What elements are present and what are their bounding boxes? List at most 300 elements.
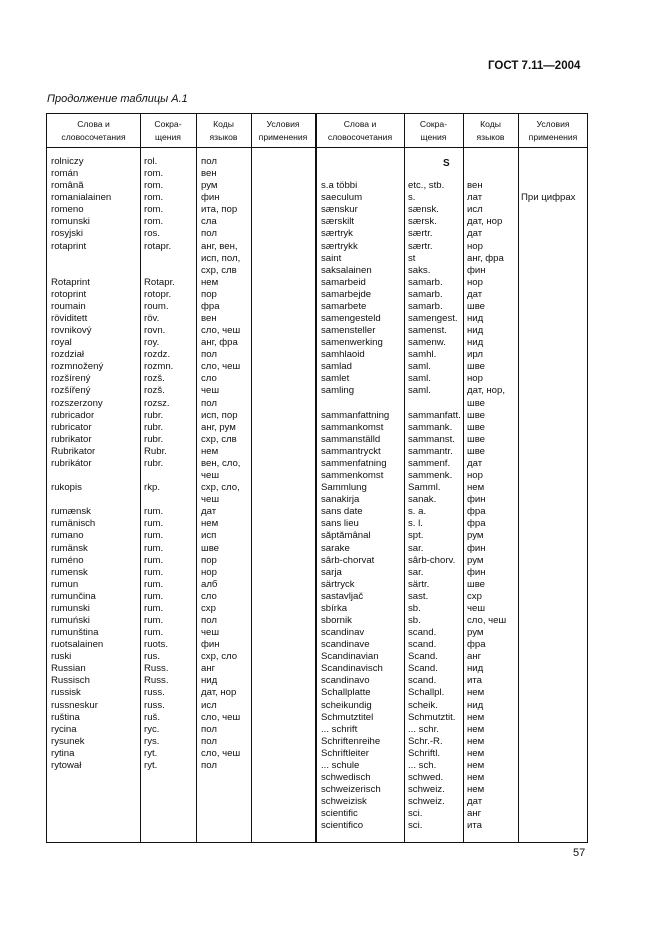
- right-abbr-cell: scand.: [408, 639, 437, 651]
- right-word-cell: Schriftenreihe: [321, 735, 381, 747]
- left-abbr-cell: rum.: [144, 590, 164, 602]
- left-lang-cell: вен: [201, 168, 217, 180]
- left-abbr-cell: rum.: [144, 578, 164, 590]
- right-lang-cell: шве: [467, 397, 486, 409]
- right-lang-cell: нем: [467, 759, 485, 771]
- table-row: [47, 385, 587, 397]
- table-row: [47, 204, 587, 216]
- right-word-cell: Scandinavisch: [321, 663, 383, 675]
- table-row: [47, 687, 587, 699]
- right-lang-cell: нор: [467, 373, 483, 385]
- table-row: [47, 398, 587, 410]
- right-lang-cell: нем: [467, 747, 485, 759]
- left-word-cell: rozšírený: [51, 373, 91, 385]
- right-lang-cell: ирл: [467, 349, 483, 361]
- right-lang-cell: фин: [467, 542, 486, 554]
- right-lang-cell: фра: [467, 639, 486, 651]
- left-word-cell: românã: [51, 180, 84, 192]
- left-lang-cell: сло, чеш: [201, 361, 241, 373]
- table-row: [47, 373, 587, 385]
- left-word-cell: rozmnožený: [51, 361, 104, 373]
- left-lang-cell: пор: [201, 288, 217, 300]
- left-abbr-cell: rol.: [144, 156, 158, 167]
- column-header: Условия применения: [258, 118, 308, 142]
- table-row: [47, 663, 587, 675]
- abbreviations-table: [46, 113, 588, 843]
- right-lang-cell: шве: [467, 578, 486, 590]
- right-lang-cell: ита: [467, 675, 482, 687]
- right-word-cell: schweizisk: [321, 796, 367, 808]
- left-lang-cell: дат, нор: [201, 687, 237, 699]
- table-row: [47, 736, 587, 748]
- left-word-cell: rumänisch: [51, 518, 96, 530]
- right-lang-cell: нид: [467, 313, 484, 325]
- right-word-cell: Schriftleiter: [321, 747, 369, 759]
- column-header: Сокра- щения: [419, 118, 448, 142]
- right-lang-cell: фин: [467, 566, 486, 578]
- right-abbr-cell: scand.: [408, 675, 437, 687]
- table-row: [47, 470, 587, 482]
- right-abbr-cell: saml.: [408, 385, 431, 397]
- right-abbr-cell: samarb.: [408, 288, 443, 300]
- right-word-cell: sammantryckt: [321, 445, 381, 457]
- left-lang-cell: сло, чеш: [201, 747, 241, 759]
- left-abbr-cell: Rotapr.: [144, 276, 175, 288]
- right-abbr-cell: sb.: [408, 614, 421, 626]
- right-abbr-cell: særtr.: [408, 240, 433, 252]
- right-lang-cell: нор: [467, 240, 483, 252]
- left-lang-cell: сло, чеш: [201, 325, 241, 337]
- table-row: [47, 422, 587, 434]
- table-row: [47, 808, 587, 820]
- table-row: [47, 434, 587, 446]
- left-abbr-cell: ryt.: [144, 747, 158, 759]
- right-abbr-cell: samenw.: [408, 337, 446, 349]
- left-abbr-cell: rom.: [144, 168, 164, 180]
- left-abbr-cell: rom.: [144, 216, 164, 228]
- table-row: [47, 337, 587, 349]
- column-header: Коды языков: [476, 118, 505, 142]
- left-lang-cell: схр: [201, 602, 216, 614]
- left-word-cell: roumain: [51, 300, 86, 312]
- left-lang-cell: пол: [201, 723, 217, 735]
- left-word-cell: rosyjski: [51, 228, 83, 240]
- left-lang-cell: нид: [201, 675, 218, 687]
- left-lang-cell: анг, фра: [201, 337, 238, 349]
- table-row: [47, 458, 587, 470]
- right-abbr-cell: sci.: [408, 808, 423, 820]
- left-word-cell: rumunski: [51, 602, 90, 614]
- table-row: [47, 506, 587, 518]
- left-abbr-cell: rozdz.: [144, 349, 171, 361]
- column-header: Условия применения: [528, 118, 578, 142]
- table-row: [47, 494, 587, 506]
- right-abbr-cell: saml.: [408, 373, 431, 385]
- right-abbr-cell: sârb-chorv.: [408, 554, 456, 566]
- left-word-cell: romunski: [51, 216, 90, 228]
- left-abbr-cell: rum.: [144, 506, 164, 518]
- right-lang-cell: ита: [467, 820, 482, 832]
- right-abbr-cell: sammanfatt.: [408, 409, 461, 421]
- left-abbr-cell: rozš.: [144, 373, 165, 385]
- left-lang-cell: пор: [201, 554, 217, 566]
- table-row: [47, 615, 587, 627]
- left-lang-cell: схр, сло,: [201, 482, 240, 494]
- left-abbr-cell: ryt.: [144, 759, 158, 771]
- left-word-cell: rubricador: [51, 409, 95, 421]
- right-abbr-cell: saml.: [408, 361, 431, 373]
- left-abbr-cell: rum.: [144, 530, 164, 542]
- left-abbr-cell: rum.: [144, 518, 164, 530]
- right-abbr-cell: etc., stb.: [408, 180, 445, 192]
- left-abbr-cell: rum.: [144, 602, 164, 614]
- right-lang-cell: исл: [467, 204, 483, 216]
- table-row: [47, 313, 587, 325]
- left-abbr-cell: rom.: [144, 204, 164, 216]
- left-lang-cell: исп: [201, 530, 217, 542]
- left-word-cell: rozdział: [51, 349, 85, 361]
- right-abbr-cell: särtr.: [408, 578, 430, 590]
- left-lang-cell: чеш: [201, 627, 220, 639]
- left-abbr-cell: rotapr.: [144, 240, 172, 252]
- left-word-cell: Russisch: [51, 675, 90, 687]
- table-body: [47, 156, 587, 832]
- table-row: [47, 796, 587, 808]
- left-word-cell: rotoprint: [51, 288, 87, 300]
- right-lang-cell: шве: [467, 421, 486, 433]
- right-lang-cell: дат: [467, 288, 483, 300]
- left-abbr-cell: Russ.: [144, 675, 169, 687]
- right-lang-cell: нид: [467, 663, 484, 675]
- right-lang-cell: схр: [467, 590, 482, 602]
- table-row: [47, 168, 587, 180]
- right-word-cell: sbornik: [321, 614, 352, 626]
- right-abbr-cell: spt.: [408, 530, 424, 542]
- right-word-cell: Sammlung: [321, 482, 367, 494]
- right-word-cell: samarbeid: [321, 276, 366, 288]
- right-word-cell: ... schrift: [321, 723, 358, 735]
- left-word-cell: rozšířený: [51, 385, 91, 397]
- right-word-cell: saksalainen: [321, 264, 372, 276]
- right-lang-cell: нем: [467, 735, 485, 747]
- right-lang-cell: шве: [467, 361, 486, 373]
- right-word-cell: scientific: [321, 808, 358, 820]
- right-lang-cell: анг, фра: [467, 252, 504, 264]
- right-word-cell: ... schule: [321, 759, 360, 771]
- right-lang-cell: фра: [467, 518, 486, 530]
- right-abbr-cell: sammantr.: [408, 445, 453, 457]
- right-word-cell: sammanställd: [321, 433, 381, 445]
- right-word-cell: sænskur: [321, 204, 358, 216]
- table-row: [47, 543, 587, 555]
- right-word-cell: saint: [321, 252, 342, 264]
- table-row: [47, 700, 587, 712]
- right-lang-cell: анг: [467, 651, 482, 663]
- left-abbr-cell: rubr.: [144, 409, 164, 421]
- left-lang-cell: анг, вен,: [201, 240, 238, 252]
- left-word-cell: rycina: [51, 723, 77, 735]
- left-lang-cell: вен: [201, 313, 217, 325]
- right-word-cell: saeculum: [321, 192, 363, 204]
- left-lang-cell: нем: [201, 445, 219, 457]
- table-row: [47, 301, 587, 313]
- right-word-cell: samlad: [321, 361, 352, 373]
- column-header: Сокра- щения: [154, 118, 182, 142]
- left-abbr-cell: rozš.: [144, 385, 165, 397]
- right-abbr-cell: s.: [408, 192, 416, 204]
- right-lang-cell: шве: [467, 433, 486, 445]
- table-row: [47, 482, 587, 494]
- right-abbr-cell: sast.: [408, 590, 429, 602]
- left-lang-cell: пол: [201, 156, 217, 167]
- right-word-cell: scientifico: [321, 820, 364, 832]
- left-word-cell: román: [51, 168, 79, 180]
- left-word-cell: rytina: [51, 747, 75, 759]
- right-lang-cell: сло, чеш: [467, 614, 507, 626]
- right-word-cell: samenwerking: [321, 337, 383, 349]
- section-letter: S: [443, 158, 450, 169]
- right-lang-cell: дат: [467, 796, 483, 808]
- left-word-cell: Rotaprint: [51, 276, 90, 288]
- left-lang-cell: пол: [201, 614, 217, 626]
- left-abbr-cell: ruots.: [144, 639, 168, 651]
- table-row: [47, 639, 587, 651]
- table-row: [47, 241, 587, 253]
- left-word-cell: rubricator: [51, 421, 92, 433]
- column-header: Слова и словосочетания: [327, 118, 393, 142]
- right-word-cell: særtryk: [321, 228, 353, 240]
- right-lang-cell: шве: [467, 300, 486, 312]
- right-abbr-cell: sammenf.: [408, 457, 451, 469]
- left-abbr-cell: Rubr.: [144, 445, 167, 457]
- right-lang-cell: нид: [467, 325, 484, 337]
- table-row: [47, 651, 587, 663]
- table-row: [47, 627, 587, 639]
- table-row: [47, 724, 587, 736]
- left-word-cell: ruotsalainen: [51, 639, 104, 651]
- right-lang-cell: нем: [467, 711, 485, 723]
- right-word-cell: s.a többi: [321, 180, 358, 192]
- right-word-cell: sanakirja: [321, 494, 360, 506]
- right-word-cell: særskilt: [321, 216, 355, 228]
- table-row: [47, 675, 587, 687]
- right-word-cell: sammanfattning: [321, 409, 390, 421]
- table-row: [47, 361, 587, 373]
- header-divider: [47, 147, 587, 148]
- right-word-cell: scandinave: [321, 639, 370, 651]
- left-abbr-cell: russ.: [144, 687, 165, 699]
- right-word-cell: sans lieu: [321, 518, 359, 530]
- table-row: [47, 156, 587, 168]
- left-abbr-cell: rum.: [144, 542, 164, 554]
- right-abbr-cell: sammanst.: [408, 433, 455, 445]
- left-lang-cell: алб: [201, 578, 218, 590]
- right-word-cell: scandinav: [321, 627, 365, 639]
- right-abbr-cell: Schriftl.: [408, 747, 440, 759]
- left-word-cell: rytował: [51, 759, 82, 771]
- left-lang-cell: чеш: [201, 470, 220, 482]
- right-word-cell: sammankomst: [321, 421, 384, 433]
- right-abbr-cell: schweiz.: [408, 784, 445, 796]
- left-abbr-cell: rys.: [144, 735, 160, 747]
- right-lang-cell: шве: [467, 445, 486, 457]
- right-lang-cell: фин: [467, 264, 486, 276]
- left-word-cell: Russian: [51, 663, 86, 675]
- table-row: [47, 591, 587, 603]
- left-abbr-cell: rom.: [144, 180, 164, 192]
- table-row: [47, 530, 587, 542]
- right-abbr-cell: Samml.: [408, 482, 441, 494]
- right-word-cell: scandinavo: [321, 675, 370, 687]
- right-lang-cell: анг: [467, 808, 482, 820]
- table-row: [47, 603, 587, 615]
- left-abbr-cell: rum.: [144, 554, 164, 566]
- left-word-cell: rumunčina: [51, 590, 96, 602]
- left-word-cell: rubrikátor: [51, 457, 92, 469]
- right-lang-cell: нем: [467, 723, 485, 735]
- left-lang-cell: фин: [201, 639, 220, 651]
- left-lang-cell: чеш: [201, 385, 220, 397]
- right-lang-cell: вен: [467, 180, 483, 192]
- left-abbr-cell: ryc.: [144, 723, 160, 735]
- left-word-cell: romanialainen: [51, 192, 112, 204]
- left-lang-cell: схр, сло: [201, 651, 238, 663]
- left-lang-cell: сло: [201, 590, 217, 602]
- left-abbr-cell: rubr.: [144, 457, 164, 469]
- right-abbr-cell: samenst.: [408, 325, 447, 337]
- table-row: [47, 289, 587, 301]
- left-word-cell: rolniczy: [51, 156, 84, 167]
- left-lang-cell: фин: [201, 192, 220, 204]
- table-row: [47, 228, 587, 240]
- table-row: [47, 748, 587, 760]
- right-word-cell: samengesteld: [321, 313, 381, 325]
- left-word-cell: rumano: [51, 530, 84, 542]
- left-word-cell: röviditett: [51, 313, 88, 325]
- right-lang-cell: нем: [467, 771, 485, 783]
- right-word-cell: sârb-chorvat: [321, 554, 375, 566]
- right-abbr-cell: ... sch.: [408, 759, 437, 771]
- right-lang-cell: рум: [467, 530, 484, 542]
- left-abbr-cell: rubr.: [144, 421, 164, 433]
- right-abbr-cell: Schr.-R.: [408, 735, 443, 747]
- table-row: [47, 820, 587, 832]
- left-word-cell: rumuński: [51, 614, 90, 626]
- left-lang-cell: исп, пор: [201, 409, 238, 421]
- table-row: [47, 192, 587, 204]
- left-lang-cell: пол: [201, 349, 217, 361]
- right-word-cell: samhlaoid: [321, 349, 365, 361]
- right-word-cell: sammenfatning: [321, 457, 387, 469]
- left-word-cell: ruština: [51, 711, 80, 723]
- table-row: [47, 784, 587, 796]
- left-word-cell: royal: [51, 337, 72, 349]
- left-lang-cell: пол: [201, 735, 217, 747]
- left-lang-cell: исл: [201, 699, 217, 711]
- right-abbr-cell: s. l.: [408, 518, 423, 530]
- left-lang-cell: пол: [201, 397, 217, 409]
- right-word-cell: samensteller: [321, 325, 376, 337]
- table-row: [47, 567, 587, 579]
- table-row: [47, 277, 587, 289]
- left-lang-cell: схр, слв: [201, 264, 237, 276]
- left-lang-cell: анг, рум: [201, 421, 236, 433]
- table-row: [47, 712, 587, 724]
- left-word-cell: rozszerzony: [51, 397, 103, 409]
- right-abbr-cell: sammank.: [408, 421, 453, 433]
- right-lang-cell: нор: [467, 276, 483, 288]
- left-word-cell: russneskur: [51, 699, 98, 711]
- left-abbr-cell: ros.: [144, 228, 160, 240]
- left-lang-cell: дат: [201, 506, 217, 518]
- right-word-cell: särtryck: [321, 578, 355, 590]
- right-lang-cell: нем: [467, 784, 485, 796]
- right-word-cell: sbírka: [321, 602, 348, 614]
- right-abbr-cell: samarb.: [408, 300, 443, 312]
- right-lang-cell: шве: [467, 409, 486, 421]
- table-row: [47, 349, 587, 361]
- right-word-cell: samlet: [321, 373, 350, 385]
- right-lang-cell: нор: [467, 470, 483, 482]
- right-abbr-cell: st: [408, 252, 416, 264]
- left-word-cell: rotaprint: [51, 240, 87, 252]
- left-lang-cell: рум: [201, 180, 218, 192]
- left-lang-cell: сло, чеш: [201, 711, 241, 723]
- left-abbr-cell: Russ.: [144, 663, 169, 675]
- right-abbr-cell: samarb.: [408, 276, 443, 288]
- right-word-cell: schweizerisch: [321, 784, 381, 796]
- standard-code: ГОСТ 7.11—2004: [488, 60, 581, 72]
- right-word-cell: samling: [321, 385, 355, 397]
- right-word-cell: sastavljač: [321, 590, 364, 602]
- table-row: [47, 772, 587, 784]
- right-word-cell: sarake: [321, 542, 350, 554]
- right-lang-cell: нем: [467, 482, 485, 494]
- left-abbr-cell: rum.: [144, 614, 164, 626]
- right-lang-cell: рум: [467, 627, 484, 639]
- column-header: Коды языков: [209, 118, 238, 142]
- table-row: [47, 579, 587, 591]
- left-abbr-cell: rubr.: [144, 433, 164, 445]
- right-lang-cell: дат: [467, 228, 483, 240]
- right-abbr-cell: schwed.: [408, 771, 444, 783]
- left-word-cell: rumænsk: [51, 506, 91, 518]
- right-lang-cell: рум: [467, 554, 484, 566]
- left-lang-cell: фра: [201, 300, 220, 312]
- right-word-cell: samarbete: [321, 300, 367, 312]
- right-abbr-cell: Scand.: [408, 663, 438, 675]
- right-abbr-cell: særsk.: [408, 216, 437, 228]
- right-word-cell: Schmutztitel: [321, 711, 374, 723]
- table-row: [47, 253, 587, 265]
- right-abbr-cell: Scand.: [408, 651, 438, 663]
- left-abbr-cell: rkp.: [144, 482, 160, 494]
- left-abbr-cell: rum.: [144, 566, 164, 578]
- right-word-cell: Schallplatte: [321, 687, 371, 699]
- right-abbr-cell: Schallpl.: [408, 687, 445, 699]
- right-lang-cell: лат: [467, 192, 483, 204]
- left-abbr-cell: rovn.: [144, 325, 166, 337]
- left-lang-cell: исп, пол,: [201, 252, 241, 264]
- left-abbr-cell: roum.: [144, 300, 169, 312]
- right-cond-cell: При цифрах: [521, 192, 576, 204]
- page-number: 57: [573, 847, 586, 859]
- left-lang-cell: нор: [201, 566, 217, 578]
- left-word-cell: Rubrikator: [51, 445, 96, 457]
- left-word-cell: russisk: [51, 687, 81, 699]
- right-abbr-cell: Schmutztit.: [408, 711, 456, 723]
- left-word-cell: rukopis: [51, 482, 82, 494]
